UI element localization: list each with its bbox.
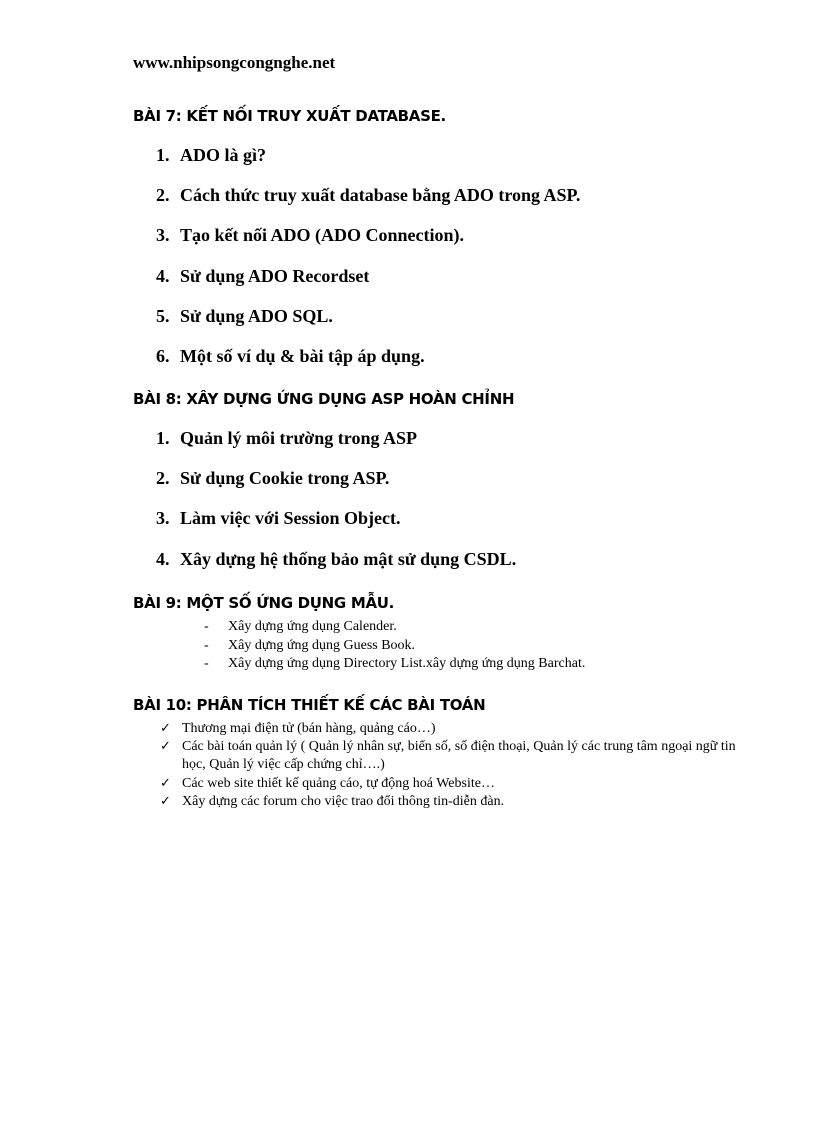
item-number: 3. (156, 508, 170, 529)
dash-bullet: - (204, 619, 209, 634)
list-item (204, 637, 585, 656)
item-number: 4. (156, 265, 170, 286)
item-text: Xây dựng hệ thống bảo mật sử dụng CSDL. (180, 548, 517, 569)
checkmark-icon: ✓ (160, 793, 171, 809)
item-text: Sử dụng ADO SQL. (180, 305, 333, 326)
list-item (204, 618, 585, 637)
lesson-7-title: BÀI 7: KẾT NỐI TRUY XUẤT DATABASE. (133, 107, 446, 125)
item-text: Tạo kết nối ADO (ADO Connection). (180, 225, 465, 246)
item-number: 2. (156, 185, 170, 206)
item-number: 1. (156, 428, 170, 448)
item-number: 3. (156, 225, 170, 246)
list-item (156, 426, 516, 466)
item-text: Xây dựng ứng dụng Directory List.xây dựng ứng dụng Barchat. (228, 656, 586, 671)
list-item (156, 344, 580, 384)
list-item (156, 183, 580, 223)
list-item (204, 655, 585, 674)
item-text: Thương mại điện tử (bán hàng, quảng cáo…) (182, 721, 436, 736)
lesson-10-title: BÀI 10: PHÂN TÍCH THIẾT KẾ CÁC BÀI TOÁN (133, 696, 486, 714)
item-text: Làm việc với Session Object. (180, 508, 401, 529)
list-item (160, 720, 760, 738)
item-text: Một số ví dụ & bài tập áp dụng. (180, 345, 425, 366)
checkmark-icon: ✓ (160, 721, 171, 736)
list-item (156, 547, 516, 587)
item-number: 2. (156, 468, 170, 489)
list-item (156, 143, 580, 183)
item-text: Xây dựng các forum cho việc trao đổi thông tin-diễn đàn. (182, 793, 505, 809)
item-text: Cách thức truy xuất database bằng ADO trong ASP. (180, 185, 581, 206)
list-item (156, 466, 516, 506)
list-item (156, 264, 580, 304)
item-number: 5. (156, 305, 170, 326)
item-number: 4. (156, 548, 170, 569)
lesson-9-list (204, 618, 585, 674)
item-text: Các bài toán quản lý ( Quản lý nhân sự, biển số, số điện thoại, Quản lý các trung tâm ngoại ngữ tin học, Quản lý việc cấp chứng chỉ….) (182, 739, 736, 773)
lesson-7-list (156, 143, 580, 384)
lesson-9-title: BÀI 9: MỘT SỐ ỨNG DỤNG MẪU. (133, 594, 395, 612)
item-text: Các web site thiết kế quảng cáo, tự động hoá Website… (182, 775, 495, 791)
dash-bullet: - (204, 637, 209, 653)
lesson-10-list (160, 720, 760, 811)
list-item (156, 304, 580, 344)
checkmark-icon: ✓ (160, 775, 171, 791)
checkmark-icon: ✓ (160, 739, 171, 755)
list-item (160, 793, 760, 811)
list-item (156, 506, 516, 546)
item-number: 1. (156, 145, 170, 165)
item-text: Xây dựng ứng dụng Calender. (228, 619, 397, 634)
list-item (160, 738, 760, 774)
site-url-header: www.nhipsongcongnghe.net (133, 53, 336, 72)
item-text: Quản lý môi trường trong ASP (180, 428, 417, 448)
dash-bullet: - (204, 656, 209, 671)
item-text: Xây dựng ứng dụng Guess Book. (228, 637, 416, 653)
item-text: Sử dụng Cookie trong ASP. (180, 468, 390, 489)
lesson-8-list (156, 426, 516, 587)
item-number: 6. (156, 345, 170, 366)
item-text: Sử dụng ADO Recordset (180, 265, 370, 286)
item-text: ADO là gì? (180, 145, 267, 165)
list-item (156, 223, 580, 263)
list-item (160, 775, 760, 793)
lesson-8-title: BÀI 8: XÂY DỰNG ỨNG DỤNG ASP HOÀN CHỈNH (133, 390, 515, 408)
